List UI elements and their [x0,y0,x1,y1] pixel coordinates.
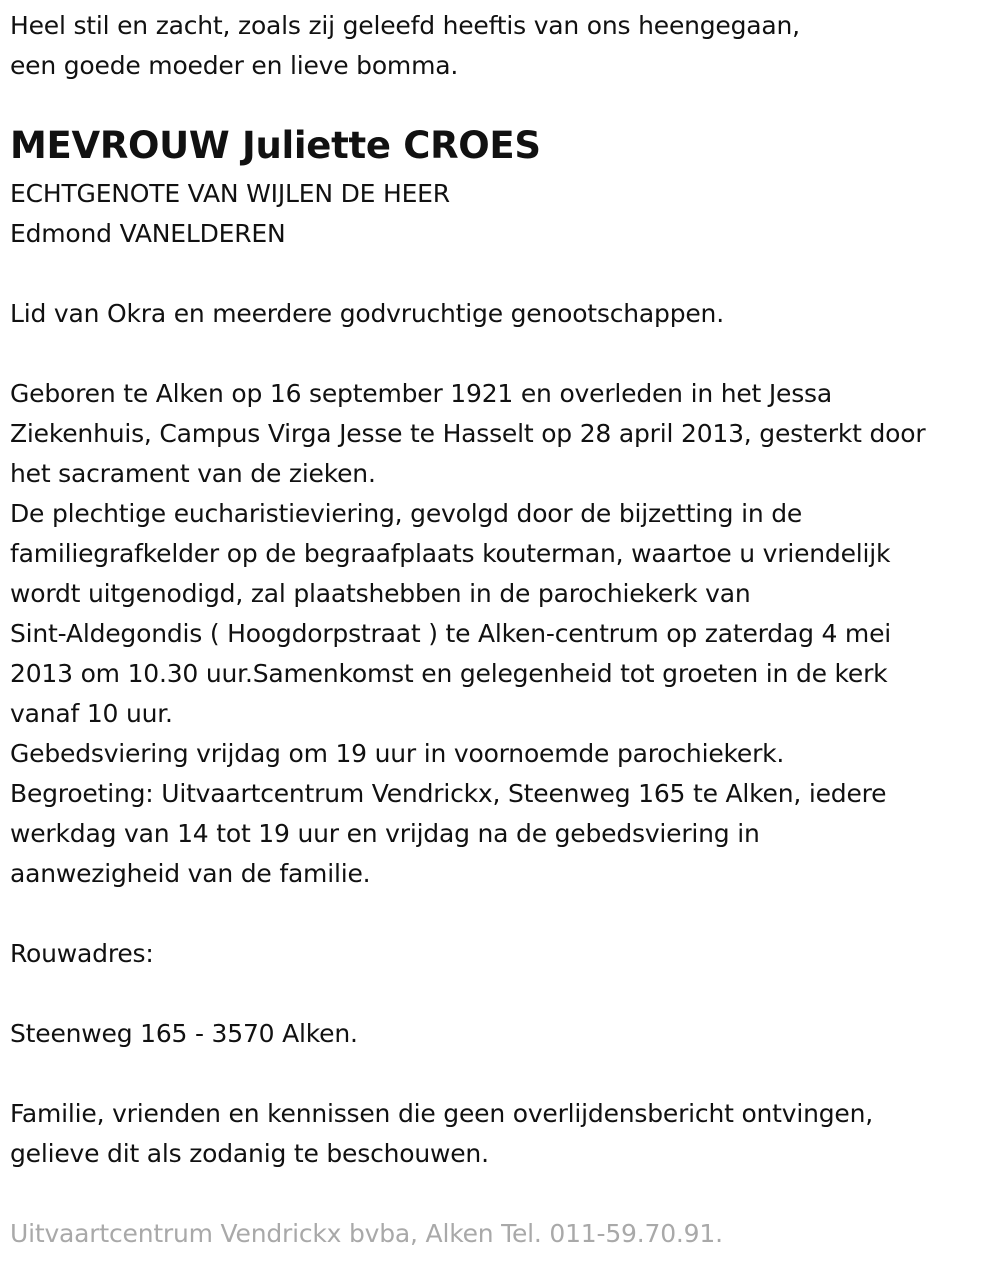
footer-text: Uitvaartcentrum Vendrickx bvba, Alken Tel. 011-59.70.91. [10,1219,723,1248]
address-label-text: Rouwadres: [10,939,154,968]
details-line: wordt uitgenodigd, zal plaatshebben in de parochiekerk van [10,579,751,608]
membership-line: Lid van Okra en meerdere godvruchtige genootschappen. [10,299,724,328]
details-line: Ziekenhuis, Campus Virga Jesse te Hasselt op 28 april 2013, gesterkt door [10,419,926,448]
details-line: aanwezigheid van de familie. [10,859,371,888]
details-line: Begroeting: Uitvaartcentrum Vendrickx, Steenweg 165 te Alken, iedere [10,779,887,808]
details-line: vanaf 10 uur. [10,699,173,728]
intro-line: Heel stil en zacht, zoals zij geleefd heeftis van ons heengegaan, [10,11,800,40]
notice-line: gelieve dit als zodanig te beschouwen. [10,1139,489,1168]
details-line: Geboren te Alken op 16 september 1921 en overleden in het Jessa [10,379,833,408]
funeral-details [10,374,925,894]
spouse-info [10,174,450,254]
funeral-home-footer [10,1214,723,1254]
family-notice [10,1094,873,1174]
spouse-line: Edmond VANELDEREN [10,219,286,248]
details-line: De plechtige eucharistieviering, gevolgd door de bijzetting in de [10,499,803,528]
membership-text [10,294,724,334]
mourning-address [10,1014,358,1054]
address-label [10,934,154,974]
details-line: werkdag van 14 tot 19 uur en vrijdag na de gebedsviering in [10,819,760,848]
deceased-name: MEVROUW Juliette CROES [10,124,541,167]
intro-line: een goede moeder en lieve bomma. [10,51,459,80]
spouse-line: ECHTGENOTE VAN WIJLEN DE HEER [10,179,450,208]
details-line: het sacrament van de zieken. [10,459,376,488]
address-text: Steenweg 165 - 3570 Alken. [10,1019,358,1048]
details-line: Gebedsviering vrijdag om 19 uur in voornoemde parochiekerk. [10,739,785,768]
details-line: familiegrafkelder op de begraafplaats kouterman, waartoe u vriendelijk [10,539,891,568]
details-line: 2013 om 10.30 uur.Samenkomst en gelegenheid tot groeten in de kerk [10,659,888,688]
intro-text [10,6,800,86]
details-line: Sint-Aldegondis ( Hoogdorpstraat ) te Alken-centrum op zaterdag 4 mei [10,619,892,648]
notice-line: Familie, vrienden en kennissen die geen overlijdensbericht ontvingen, [10,1099,874,1128]
